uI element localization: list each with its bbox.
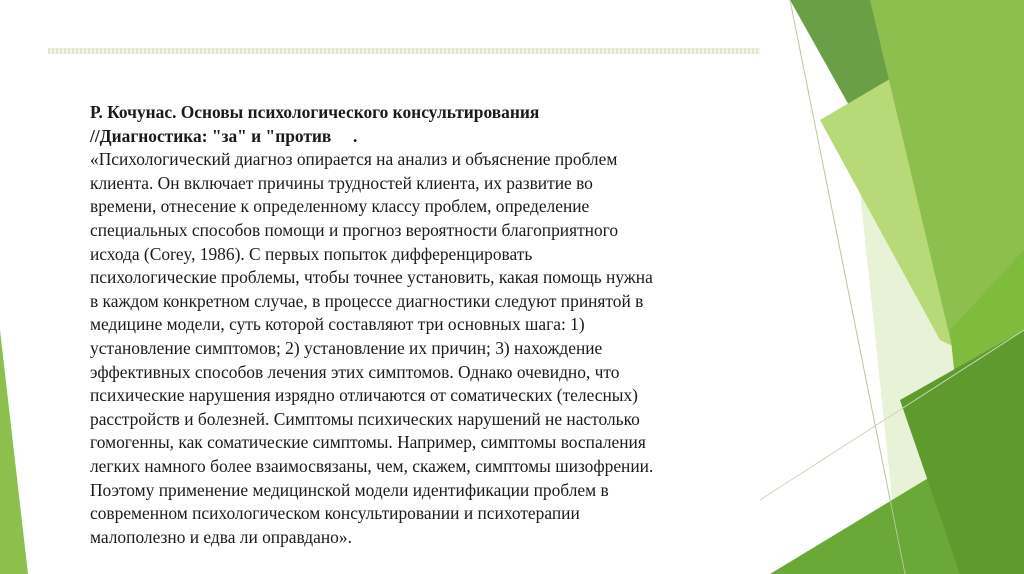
body-line: установление симптомов; 2) установление их причин; 3) нахождение [90, 337, 603, 358]
body-line: психологические проблемы, чтобы точнее установить, какая помощь нужна [90, 267, 653, 288]
slide-content [90, 101, 790, 549]
left-edge-green [0, 330, 28, 574]
body-line: «Психологический диагноз опирается на анализ и объяснение проблем [90, 149, 618, 170]
title-line-2: //Диагностика: "за" и "против . [90, 125, 358, 146]
body-line: Поэтому применение медицинской модели идентификации проблем в [90, 479, 609, 500]
body-line: расстройств и болезней. Симптомы психических нарушений не настолько [90, 408, 640, 429]
title-line-1: Р. Кочунас. Основы психологического консультирования [90, 102, 540, 122]
body-line: малополезно и едва ли оправдано». [90, 526, 352, 547]
body-line: современном психологическом консультировании и психотерапии [90, 503, 580, 524]
body-line: легких намного более взаимосвязаны, чем, скажем, симптомы шизофрении. [90, 455, 654, 476]
body-line: медицине модели, суть которой составляют три основных шага: 1) [90, 314, 585, 335]
body-line: времени, отнесение к определенному классу проблем, определение [90, 196, 590, 217]
body-line: эффективных способов лечения этих симптомов. Однако очевидно, что [90, 361, 620, 382]
body-line: специальных способов помощи и прогноз вероятности благоприятного [90, 219, 619, 240]
body-line: психические нарушения изрядно отличаются от соматических (телесных) [90, 385, 638, 406]
divider-bar [48, 48, 760, 54]
body-line: в каждом конкретном случае, в процессе диагностики следуют принятой в [90, 290, 644, 311]
body-line: гомогенны, как соматические симптомы. Например, симптомы воспаления [90, 432, 646, 453]
body-line: клиента. Он включает причины трудностей клиента, их развитие во [90, 172, 593, 193]
body-line: исхода (Corey, 1986). С первых попыток дифференцировать [90, 243, 533, 264]
